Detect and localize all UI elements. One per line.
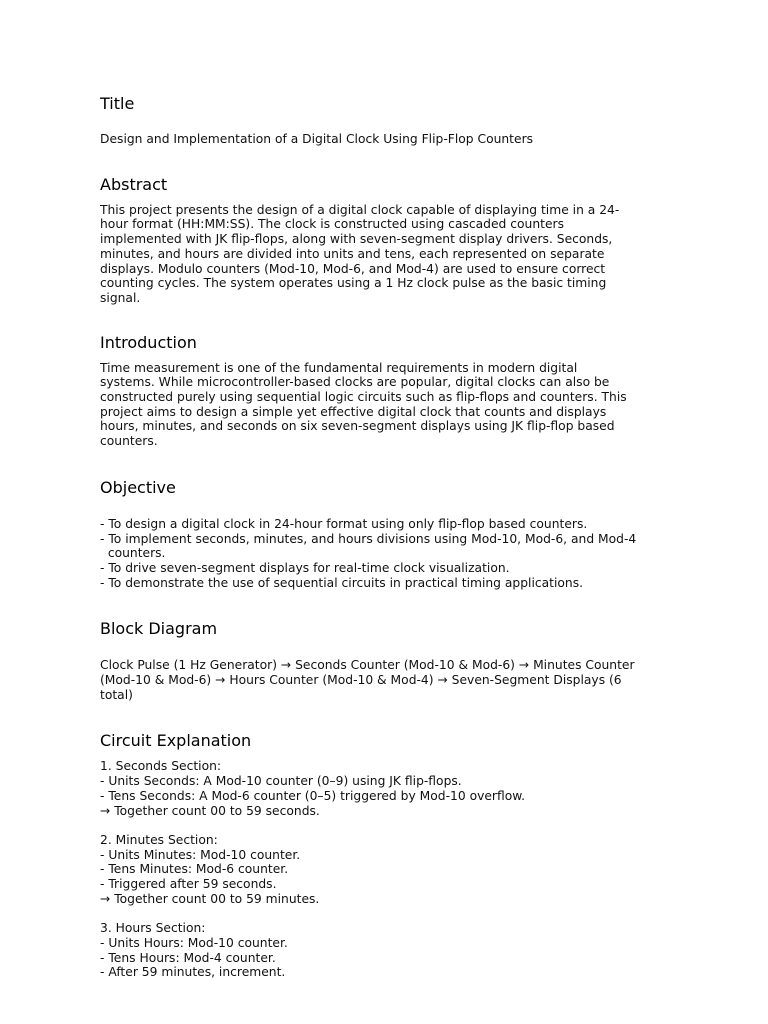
- section-line: - Units Seconds: A Mod-10 counter (0–9) using JK flip-flops.: [100, 774, 462, 789]
- introduction-line: hours, minutes, and seconds on six seven-segment displays using JK flip-flop based: [100, 419, 615, 434]
- objective-list: [100, 517, 670, 591]
- section-line: - After 59 minutes, increment.: [100, 965, 286, 980]
- section-line: - Triggered after 59 seconds.: [100, 877, 277, 892]
- introduction-line: Time measurement is one of the fundamental requirements in modern digital: [100, 360, 578, 375]
- circuit-explanation-body: [100, 759, 670, 980]
- spacer: [100, 906, 670, 921]
- abstract-line: This project presents the design of a digital clock capable of displaying time in a 24-: [100, 202, 620, 217]
- section-title: 1. Seconds Section:: [100, 759, 222, 774]
- objective-item: - To drive seven-segment displays for real-time clock visualization.: [100, 560, 510, 575]
- abstract-heading: Abstract: [100, 174, 168, 194]
- abstract-line: hour format (HH:MM:SS). The clock is constructed using cascaded counters: [100, 217, 564, 232]
- abstract-line: signal.: [100, 290, 141, 305]
- objective-item: - To design a digital clock in 24-hour format using only flip-flop based counters.: [100, 516, 588, 531]
- section-line: - Units Minutes: Mod-10 counter.: [100, 847, 301, 862]
- spacer: [100, 818, 670, 833]
- abstract-line: minutes, and hours are divided into units and tens, each represented on separate: [100, 246, 605, 261]
- block-diagram-line: total): [100, 687, 133, 702]
- introduction-line: constructed purely using sequential logic circuits such as flip-flops and counters. This: [100, 390, 627, 405]
- block-diagram-line: (Mod-10 & Mod-6) → Hours Counter (Mod-10 & Mod-4) → Seven-Segment Displays (6: [100, 673, 622, 688]
- block-diagram-heading: Block Diagram: [100, 619, 218, 639]
- introduction-line: project aims to design a simple yet effective digital clock that counts and displays: [100, 404, 607, 419]
- introduction-line: counters.: [100, 434, 158, 449]
- introduction-body: [100, 361, 670, 449]
- section-title: 3. Hours Section:: [100, 921, 206, 936]
- introduction-heading: Introduction: [100, 332, 197, 352]
- section-line: - Tens Hours: Mod-4 counter.: [100, 950, 276, 965]
- circuit-explanation-heading: Circuit Explanation: [100, 731, 252, 751]
- section-line: → Together count 00 to 59 minutes.: [100, 891, 320, 906]
- document-page: [100, 94, 670, 980]
- section-title: 2. Minutes Section:: [100, 832, 218, 847]
- section-line: - Tens Minutes: Mod-6 counter.: [100, 862, 289, 877]
- abstract-line: counting cycles. The system operates using a 1 Hz clock pulse as the basic timing: [100, 276, 607, 291]
- block-diagram-body: [100, 658, 670, 702]
- abstract-line: implemented with JK flip-flops, along with seven-segment display drivers. Seconds,: [100, 232, 613, 247]
- abstract-line: displays. Modulo counters (Mod-10, Mod-6, and Mod-4) are used to ensure correct: [100, 261, 606, 276]
- abstract-body: [100, 203, 670, 306]
- objective-item-continuation: counters.: [100, 546, 166, 561]
- seconds-section: [100, 759, 670, 818]
- introduction-line: systems. While microcontroller-based clocks are popular, digital clocks can also be: [100, 375, 610, 390]
- minutes-section: [100, 833, 670, 907]
- objective-heading: Objective: [100, 477, 176, 497]
- section-line: → Together count 00 to 59 seconds.: [100, 803, 320, 818]
- section-line: - Tens Seconds: A Mod-6 counter (0–5) triggered by Mod-10 overflow.: [100, 788, 526, 803]
- title-heading: Title: [100, 94, 135, 113]
- block-diagram-line: Clock Pulse (1 Hz Generator) → Seconds Counter (Mod-10 & Mod-6) → Minutes Counter: [100, 658, 635, 673]
- section-line: - Units Hours: Mod-10 counter.: [100, 935, 288, 950]
- title-text: Design and Implementation of a Digital Clock Using Flip-Flop Counters: [100, 132, 534, 146]
- hours-section: [100, 921, 670, 980]
- objective-item: - To implement seconds, minutes, and hours divisions using Mod-10, Mod-6, and Mod-4: [100, 531, 637, 546]
- objective-item: - To demonstrate the use of sequential circuits in practical timing applications.: [100, 575, 584, 590]
